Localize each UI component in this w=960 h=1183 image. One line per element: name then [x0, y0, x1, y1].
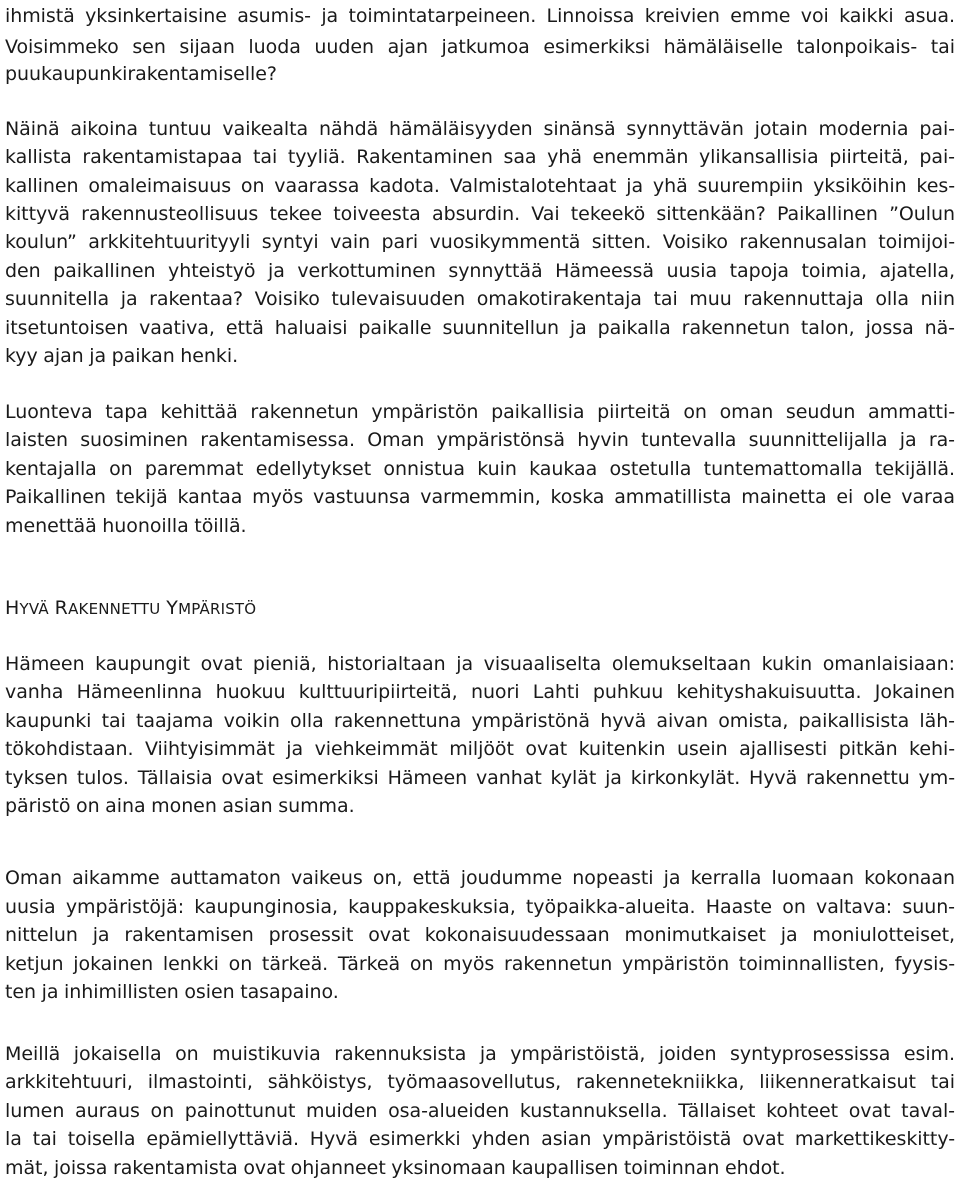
text-line: kentajalla on paremmat edellytykset onnistua kuin kaukaa ostetulla tuntemattomalla tekijällä.	[5, 458, 955, 480]
text-line: puukaupunkirakentamiselle?	[5, 63, 277, 85]
text-line: mät, joissa rakentamista ovat ohjanneet yksinomaan kaupallisen toiminnan ehdot.	[5, 1157, 786, 1179]
text-line: ketjun jokainen lenkki on tärkeä. Tärkeä on myös rakennetun ympäristön toiminnallisten, fyysis-	[5, 953, 955, 975]
text-line: Hämeen kaupungit ovat pieniä, historialtaan ja visuaaliselta olemukseltaan kukin omanlaisiaan:	[5, 653, 955, 675]
text-line: arkkitehtuuri, ilmastointi, sähköistys, työmaasovellutus, rakennetekniikka, liikenneratkaisut tai	[5, 1071, 955, 1093]
text-line: uusia ympäristöjä: kaupunginosia, kauppakeskuksia, työpaikka-alueita. Haaste on valtava: suun-	[5, 896, 955, 918]
text-line: ihmistä yksinkertaisine asumis- ja toimintatarpeineen. Linnoissa kreivien emme voi kaikki asua.	[5, 5, 955, 27]
text-line: Näinä aikoina tuntuu vaikealta nähdä hämäläisyyden sinänsä synnyttävän jotain modernia pai-	[5, 118, 955, 140]
text-line: menettää huonoilla töillä.	[5, 515, 247, 537]
section-heading: HYVÄ RAKENNETTU YMPÄRISTÖ	[5, 597, 257, 619]
text-line: ten ja inhimillisten osien tasapaino.	[5, 981, 339, 1003]
text-line: Oman aikamme auttamaton vaikeus on, että joudumme nopeasti ja kerralla luomaan kokonaan	[5, 867, 955, 889]
text-line: Voisimmeko sen sijaan luoda uuden ajan jatkumoa esimerkiksi hämäläiselle talonpoikais- tai	[5, 36, 955, 58]
text-line: Luonteva tapa kehittää rakennetun ympäristön paikallisia piirteitä on oman seudun ammatti-	[5, 401, 955, 423]
text-line: suunnitella ja rakentaa? Voisiko tulevaisuuden omakotirakentaja tai muu rakennuttaja olla niin	[5, 288, 955, 310]
text-line: tökohdistaan. Viihtyisimmät ja viehkeimmät miljööt ovat kuitenkin usein ajallisesti pitkän kehi-	[5, 738, 955, 760]
text-line: la tai toisella epämiellyttäviä. Hyvä esimerkki yhden asian ympäristöistä ovat markettikeskitty-	[5, 1128, 955, 1150]
text-line: Meillä jokaisella on muistikuvia rakennuksista ja ympäristöistä, joiden syntyprosessissa esim.	[5, 1043, 955, 1065]
text-line: päristö on aina monen asian summa.	[5, 795, 355, 817]
text-line: kallinen omaleimaisuus on vaarassa kadota. Valmistalotehtaat ja yhä suurempiin yksiköihin kes-	[5, 175, 955, 197]
text-line: Paikallinen tekijä kantaa myös vastuunsa varmemmin, koska ammatillista mainetta ei ole varaa	[5, 486, 955, 508]
text-line: lumen auraus on painottunut muiden osa-alueiden kustannuksella. Tällaiset kohteet ovat taval-	[5, 1100, 955, 1122]
text-line: nittelun ja rakentamisen prosessit ovat kokonaisuudessaan monimutkaiset ja moniulotteiset,	[5, 924, 955, 946]
text-line: kyy ajan ja paikan henki.	[5, 345, 239, 367]
text-line: kittyvä rakennusteollisuus tekee toiveesta absurdin. Vai tekeekö sittenkään? Paikallinen ”Oulun	[5, 203, 955, 225]
text-line: kallista rakentamistapaa tai tyyliä. Rakentaminen saa yhä enemmän ylikansallisia piirteitä, pai-	[5, 146, 955, 168]
text-line: kaupunki tai taajama voikin olla rakennettuna ympäristönä hyvä aivan omista, paikallisista läh-	[5, 710, 955, 732]
text-line: laisten suosiminen rakentamisessa. Oman ympäristönsä hyvin tuntevalla suunnittelijalla ja ra-	[5, 429, 955, 451]
text-line: vanha Hämeenlinna huokuu kulttuuripiirteitä, nuori Lahti puhkuu kehityshakuisuutta. Jokainen	[5, 681, 955, 703]
text-line: koulun” arkkitehtuurityyli syntyi vain pari vuosikymmentä sitten. Voisiko rakennusalan toimijoi-	[5, 231, 955, 253]
text-line: tyksen tulos. Tällaisia ovat esimerkiksi Hämeen vanhat kylät ja kirkonkylät. Hyvä rakennettu ym-	[5, 767, 955, 789]
text-line: itsetuntoisen vaativa, että haluaisi paikalle suunnitellun ja paikalla rakennetun talon, jossa nä-	[5, 317, 955, 339]
text-line: den paikallinen yhteistyö ja verkottuminen synnyttää Hämeessä uusia tapoja toimia, ajatella,	[5, 260, 955, 282]
